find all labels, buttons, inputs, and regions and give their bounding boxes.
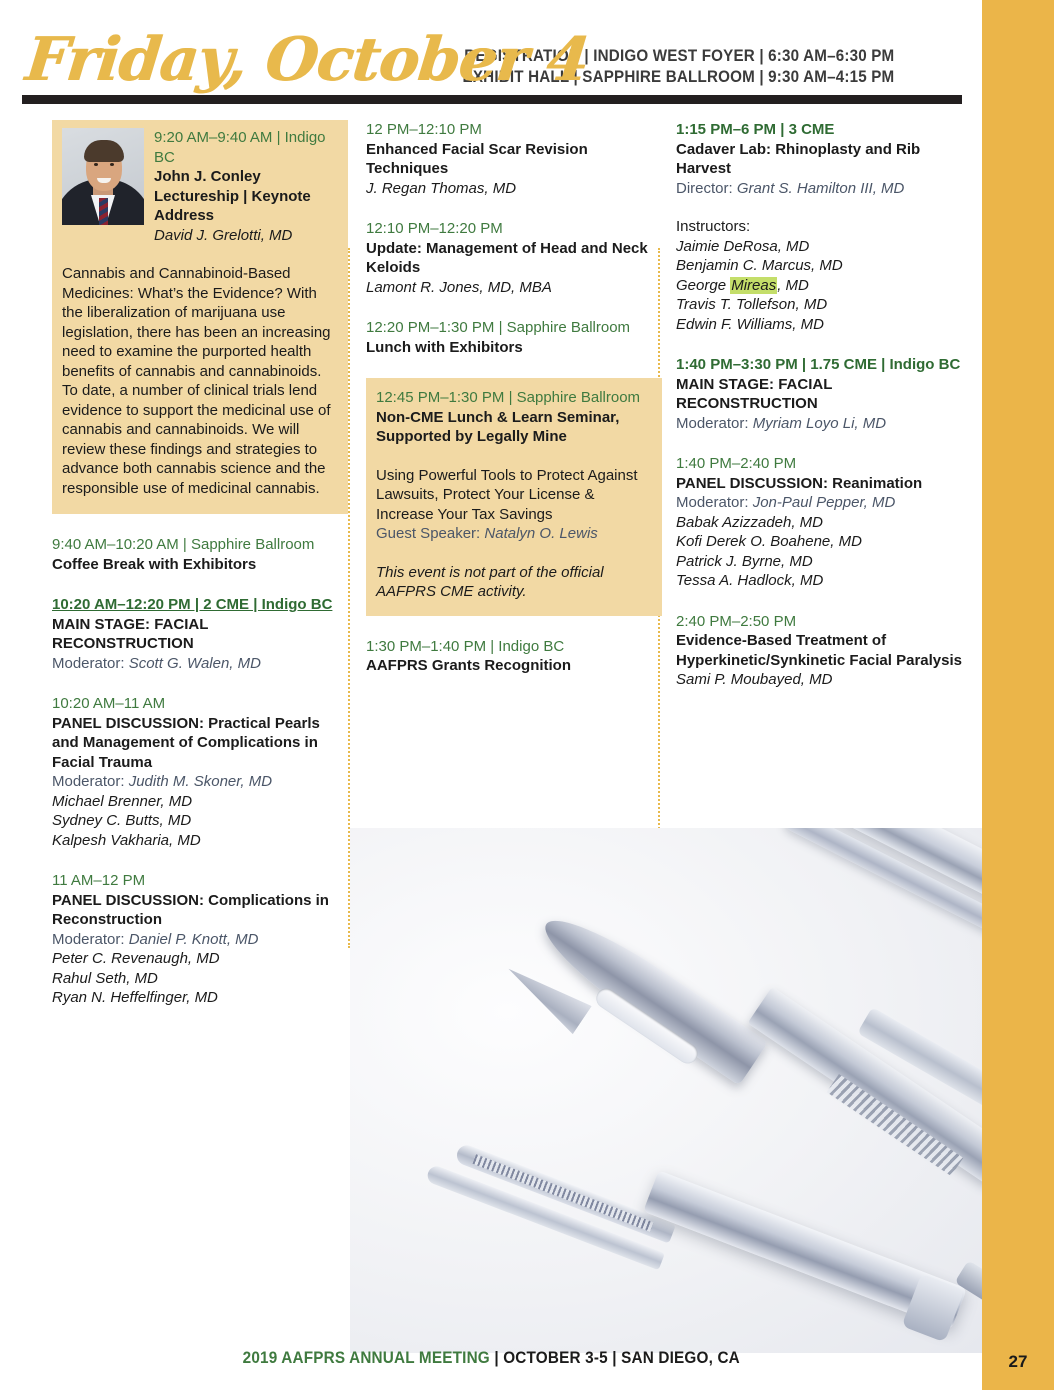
session-time: 12:45 PM–1:30 PM | Sapphire Ballroom bbox=[376, 389, 641, 406]
session-title: John J. Conley Lectureship | Keynote Address bbox=[154, 168, 311, 224]
page-header bbox=[0, 0, 982, 118]
session-time: 11 AM–12 PM bbox=[52, 872, 146, 889]
session-moderator bbox=[676, 493, 972, 513]
header-rule bbox=[22, 95, 962, 104]
panelist: Babak Azizzadeh, MD bbox=[676, 513, 824, 531]
session-lunch-with-exhibitors bbox=[366, 318, 662, 357]
session-title: Evidence-Based Treatment of Hyperkinetic/Synkinetic Facial Paralysis bbox=[676, 632, 962, 669]
session-title: Update: Management of Head and Neck Keloids bbox=[366, 239, 648, 276]
spacer bbox=[62, 245, 338, 264]
moderator-name: Scott G. Walen, MD bbox=[128, 654, 261, 672]
session-panel-reconstruction bbox=[52, 871, 348, 1008]
moderator-label: Moderator: bbox=[52, 930, 129, 948]
spacer bbox=[676, 198, 972, 217]
instructor: Travis T. Tollefson, MD bbox=[676, 296, 828, 313]
spacer bbox=[376, 544, 650, 563]
surgical-instruments-photo bbox=[350, 828, 982, 1353]
page-number: 27 bbox=[1008, 1352, 1028, 1371]
session-title: MAIN STAGE: FACIAL RECONSTRUCTION bbox=[52, 615, 209, 652]
session-title: Coffee Break with Exhibitors bbox=[52, 555, 257, 573]
panelist: Tessa A. Hadlock, MD bbox=[676, 572, 824, 589]
moderator-label: Moderator: bbox=[52, 654, 129, 672]
session-lunch-and-learn bbox=[366, 378, 662, 616]
session-coffee-break bbox=[52, 535, 348, 574]
moderator-name: Jon-Paul Pepper, MD bbox=[752, 494, 896, 511]
session-title: Non-CME Lunch & Learn Seminar, Supported by Legally Mine bbox=[376, 408, 620, 445]
session-title: MAIN STAGE: FACIAL RECONSTRUCTION bbox=[676, 375, 833, 412]
footer-meeting-details: | OCTOBER 3-5 | SAN DIEGO, CA bbox=[489, 1348, 740, 1367]
spacer bbox=[376, 447, 650, 466]
session-time: 9:20 AM–9:40 AM | Indigo BC bbox=[154, 129, 326, 166]
session-grants-recognition bbox=[366, 637, 662, 676]
panelist: Kofi Derek O. Boahene, MD bbox=[676, 533, 862, 550]
moderator-label: Moderator: bbox=[676, 414, 753, 432]
page-footer bbox=[0, 1348, 982, 1368]
gold-side-bar bbox=[982, 0, 1054, 1390]
session-disclaimer: This event is not part of the official AAFPRS CME activity. bbox=[376, 563, 604, 600]
keynote-header bbox=[62, 128, 338, 245]
session-time: 10:20 AM–12:20 PM | 2 CME | Indigo BC bbox=[52, 596, 333, 613]
session-cadaver-lab bbox=[676, 120, 972, 334]
session-time: 9:40 AM–10:20 AM | Sapphire Ballroom bbox=[52, 536, 315, 553]
page-title: Friday, October 4 bbox=[22, 25, 592, 95]
session-speaker: David J. Grelotti, MD bbox=[154, 226, 293, 244]
session-title: PANEL DISCUSSION: Practical Pearls and Management of Complications in Facial Trauma bbox=[52, 714, 320, 771]
keynote-abstract: Cannabis and Cannabinoid-Based Medicines: What’s the Evidence? With the liberalization of marijuana use legislation, there has been an increasing need to examine the purported health benefits of cannabis and cannabinoids. To date, a number of clinical trials lend evidence to support the medicinal use of cannabis and cannabinoids. We will review these findings and strategies to advance both cannabis science and the responsible use of medicinal cannabis. bbox=[62, 265, 331, 497]
session-time: 1:30 PM–1:40 PM | Indigo BC bbox=[366, 637, 565, 655]
session-title: Enhanced Facial Scar Revision Techniques bbox=[366, 140, 588, 177]
session-keloids bbox=[366, 219, 662, 297]
schedule-column-2 bbox=[366, 120, 662, 676]
session-panel-reanimation bbox=[676, 454, 972, 591]
moderator-name: Myriam Loyo Li, MD bbox=[752, 414, 887, 432]
session-time: 2:40 PM–2:50 PM bbox=[676, 612, 797, 630]
instructor-name-prefix: George bbox=[676, 276, 731, 294]
session-time: 10:20 AM–11 AM bbox=[52, 695, 166, 712]
session-main-stage-afternoon bbox=[676, 355, 972, 433]
guest-speaker-name: Natalyn O. Lewis bbox=[484, 525, 598, 542]
director-name: Grant S. Hamilton III, MD bbox=[736, 179, 905, 197]
session-title: PANEL DISCUSSION: Complications in Reconstruction bbox=[52, 891, 329, 928]
session-speaker: J. Regan Thomas, MD bbox=[366, 179, 517, 197]
instructor-highlighted bbox=[676, 276, 972, 296]
schedule-column-1 bbox=[52, 120, 348, 1008]
panelist: Michael Brenner, MD bbox=[52, 792, 193, 810]
session-time: 1:40 PM–3:30 PM | 1.75 CME | Indigo BC bbox=[676, 356, 961, 373]
session-time: 12 PM–12:10 PM bbox=[366, 121, 482, 138]
session-panel-facial-trauma bbox=[52, 694, 348, 850]
guest-speaker-label: Guest Speaker: bbox=[376, 525, 485, 542]
director-label: Director: bbox=[676, 179, 737, 197]
moderator-name: Judith M. Skoner, MD bbox=[128, 773, 273, 790]
session-speaker: Lamont R. Jones, MD, MBA bbox=[366, 278, 552, 296]
session-time: 12:20 PM–1:30 PM | Sapphire Ballroom bbox=[366, 319, 631, 336]
instructor: Benjamin C. Marcus, MD bbox=[676, 257, 843, 274]
session-time: 1:40 PM–2:40 PM bbox=[676, 455, 797, 472]
panelist: Sydney C. Butts, MD bbox=[52, 812, 192, 829]
instructor-name-suffix: , MD bbox=[777, 276, 809, 294]
session-director bbox=[676, 179, 972, 199]
session-description: Using Powerful Tools to Protect Against Lawsuits, Protect Your License & Increase Your Tax Savings bbox=[376, 466, 638, 523]
session-time: 12:10 PM–12:20 PM bbox=[366, 220, 503, 237]
panelist: Ryan N. Heffelfinger, MD bbox=[52, 989, 218, 1006]
session-time: 1:15 PM–6 PM | 3 CME bbox=[676, 121, 835, 138]
session-facial-paralysis bbox=[676, 612, 972, 690]
session-moderator bbox=[52, 930, 348, 950]
header-info-line-exhibit-hall: EXHIBIT HALL | SAPPHIRE BALLROOM | 9:30 AM–4:15 PM bbox=[462, 68, 894, 86]
session-moderator bbox=[676, 414, 972, 434]
session-moderator bbox=[52, 772, 348, 792]
moderator-label: Moderator: bbox=[52, 773, 129, 790]
footer-meeting-name: 2019 AAFPRS ANNUAL MEETING bbox=[242, 1348, 490, 1367]
session-title: Cadaver Lab: Rhinoplasty and Rib Harvest bbox=[676, 140, 921, 177]
search-highlight: Mireas bbox=[731, 276, 777, 294]
instructors-label: Instructors: bbox=[676, 218, 751, 235]
header-info-line-registration: REGISTRATION | INDIGO WEST FOYER | 6:30 AM–6:30 PM bbox=[463, 47, 894, 65]
session-guest-speaker bbox=[376, 524, 650, 544]
panelist: Peter C. Revenaugh, MD bbox=[52, 950, 220, 967]
session-main-stage-morning bbox=[52, 595, 348, 673]
panelist: Rahul Seth, MD bbox=[52, 969, 158, 987]
instructor: Jaimie DeRosa, MD bbox=[676, 237, 810, 255]
session-title: Lunch with Exhibitors bbox=[366, 338, 523, 356]
schedule-column-3 bbox=[676, 120, 972, 690]
panelist: Kalpesh Vakharia, MD bbox=[52, 831, 201, 849]
session-scar-revision bbox=[366, 120, 662, 198]
session-title: PANEL DISCUSSION: Reanimation bbox=[676, 474, 923, 492]
session-speaker: Sami P. Moubayed, MD bbox=[676, 671, 833, 688]
footer-text bbox=[242, 1348, 739, 1368]
session-moderator bbox=[52, 654, 348, 674]
instructor: Edwin F. Williams, MD bbox=[676, 315, 824, 333]
moderator-name: Daniel P. Knott, MD bbox=[128, 930, 259, 948]
session-title: AAFPRS Grants Recognition bbox=[366, 657, 572, 674]
session-keynote bbox=[52, 120, 348, 514]
speaker-headshot-avatar bbox=[62, 128, 144, 225]
moderator-label: Moderator: bbox=[676, 494, 753, 511]
panelist: Patrick J. Byrne, MD bbox=[676, 552, 813, 570]
